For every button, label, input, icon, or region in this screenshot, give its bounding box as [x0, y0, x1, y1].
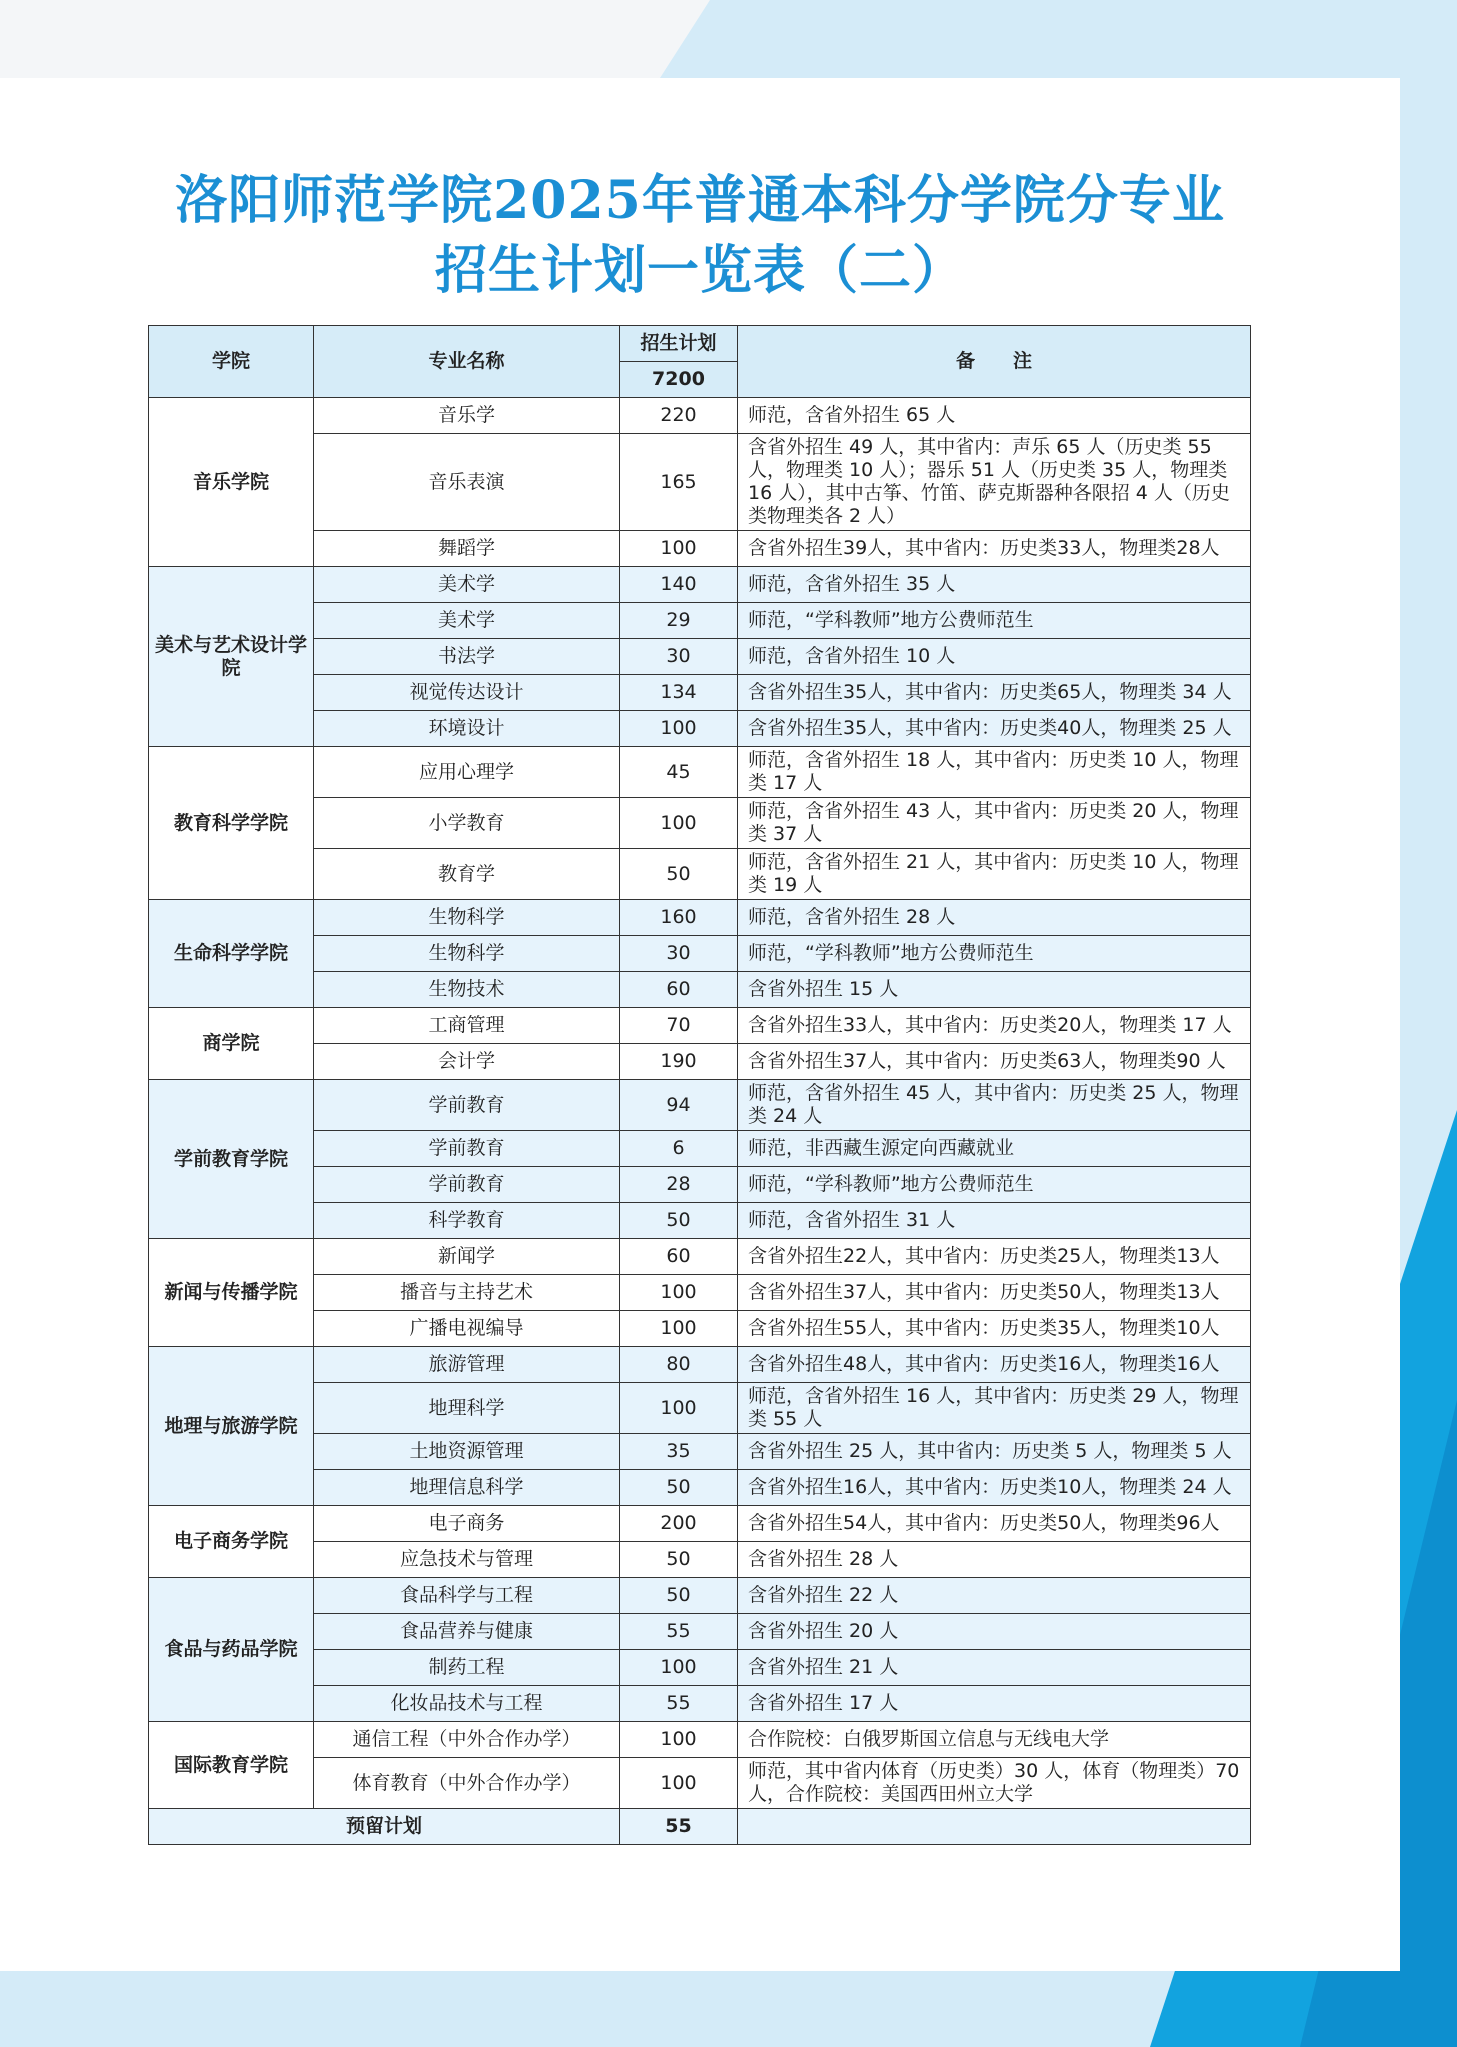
major-cell: 会计学 — [314, 1044, 620, 1080]
major-cell: 地理信息科学 — [314, 1470, 620, 1506]
major-cell: 应用心理学 — [314, 747, 620, 798]
note-cell: 含省外招生22人，其中省内：历史类25人，物理类13人 — [738, 1239, 1251, 1275]
major-cell: 通信工程（中外合作办学） — [314, 1722, 620, 1758]
plan-cell: 60 — [620, 972, 738, 1008]
plan-cell: 100 — [620, 1275, 738, 1311]
plan-cell: 134 — [620, 675, 738, 711]
major-cell: 广播电视编导 — [314, 1311, 620, 1347]
header-major: 专业名称 — [314, 326, 620, 398]
plan-cell: 200 — [620, 1506, 738, 1542]
reserved-note — [738, 1809, 1251, 1845]
college-cell: 商学院 — [149, 1008, 314, 1080]
note-cell: 含省外招生 17 人 — [738, 1686, 1251, 1722]
header-college: 学院 — [149, 326, 314, 398]
plan-cell: 190 — [620, 1044, 738, 1080]
header-total: 7200 — [620, 362, 738, 398]
table-row — [149, 675, 1251, 711]
table-row — [149, 1008, 1251, 1044]
plan-cell: 35 — [620, 1434, 738, 1470]
note-cell: 合作院校：白俄罗斯国立信息与无线电大学 — [738, 1722, 1251, 1758]
table-row — [149, 798, 1251, 849]
major-cell: 化妆品技术与工程 — [314, 1686, 620, 1722]
plan-cell: 100 — [620, 1650, 738, 1686]
plan-cell: 100 — [620, 798, 738, 849]
table-row — [149, 639, 1251, 675]
college-cell: 学前教育学院 — [149, 1080, 314, 1239]
note-cell: 师范，含省外招生 31 人 — [738, 1203, 1251, 1239]
note-cell: 含省外招生35人，其中省内：历史类65人，物理类 34 人 — [738, 675, 1251, 711]
major-cell: 体育教育（中外合作办学） — [314, 1758, 620, 1809]
header-notes: 备 注 — [738, 326, 1251, 398]
table-row — [149, 567, 1251, 603]
table-row — [149, 434, 1251, 531]
plan-cell: 60 — [620, 1239, 738, 1275]
plan-cell: 80 — [620, 1347, 738, 1383]
table-row — [149, 1383, 1251, 1434]
note-cell: 含省外招生55人，其中省内：历史类35人，物理类10人 — [738, 1311, 1251, 1347]
table-row — [149, 1131, 1251, 1167]
major-cell: 电子商务 — [314, 1506, 620, 1542]
plan-cell: 30 — [620, 639, 738, 675]
table-row — [149, 849, 1251, 900]
note-cell: 含省外招生 49 人，其中省内：声乐 65 人（历史类 55 人，物理类 10 人）；器乐 51 人（历史类 35 人，物理类 16 人），其中古筝、竹笛、萨克斯器种各限招 4 人（历史类物理类各 2 人） — [738, 434, 1251, 531]
table-row — [149, 1203, 1251, 1239]
note-cell: 师范，含省外招生 65 人 — [738, 398, 1251, 434]
major-cell: 科学教育 — [314, 1203, 620, 1239]
note-cell: 含省外招生 22 人 — [738, 1578, 1251, 1614]
college-cell: 教育科学学院 — [149, 747, 314, 900]
table-row — [149, 1758, 1251, 1809]
plan-cell: 70 — [620, 1008, 738, 1044]
college-cell: 生命科学学院 — [149, 900, 314, 1008]
major-cell: 新闻学 — [314, 1239, 620, 1275]
major-cell: 学前教育 — [314, 1167, 620, 1203]
table-row — [149, 1578, 1251, 1614]
major-cell: 生物技术 — [314, 972, 620, 1008]
college-cell: 国际教育学院 — [149, 1722, 314, 1809]
note-cell: 师范，含省外招生 18 人，其中省内：历史类 10 人，物理类 17 人 — [738, 747, 1251, 798]
note-cell: 师范，含省外招生 10 人 — [738, 639, 1251, 675]
major-cell: 土地资源管理 — [314, 1434, 620, 1470]
table-row — [149, 1650, 1251, 1686]
plan-cell: 55 — [620, 1686, 738, 1722]
major-cell: 舞蹈学 — [314, 531, 620, 567]
note-cell: 师范，“学科教师”地方公费师范生 — [738, 1167, 1251, 1203]
major-cell: 生物科学 — [314, 900, 620, 936]
note-cell: 含省外招生 15 人 — [738, 972, 1251, 1008]
plan-cell: 100 — [620, 711, 738, 747]
reserved-label: 预留计划 — [149, 1809, 620, 1845]
reserved-plan: 55 — [620, 1809, 738, 1845]
college-cell: 音乐学院 — [149, 398, 314, 567]
page-title-line2: 招生计划一览表（二） — [434, 240, 965, 301]
plan-cell: 50 — [620, 849, 738, 900]
plan-cell: 45 — [620, 747, 738, 798]
note-cell: 含省外招生 20 人 — [738, 1614, 1251, 1650]
table-row — [149, 1239, 1251, 1275]
college-cell: 新闻与传播学院 — [149, 1239, 314, 1347]
plan-cell: 94 — [620, 1080, 738, 1131]
plan-cell: 6 — [620, 1131, 738, 1167]
table-row — [149, 1167, 1251, 1203]
major-cell: 生物科学 — [314, 936, 620, 972]
college-cell: 食品与药品学院 — [149, 1578, 314, 1722]
table-row — [149, 531, 1251, 567]
plan-cell: 55 — [620, 1614, 738, 1650]
note-cell: 含省外招生 25 人，其中省内：历史类 5 人，物理类 5 人 — [738, 1434, 1251, 1470]
plan-cell: 100 — [620, 1758, 738, 1809]
plan-cell: 50 — [620, 1203, 738, 1239]
note-cell: 师范，含省外招生 21 人，其中省内：历史类 10 人，物理类 19 人 — [738, 849, 1251, 900]
plan-cell: 220 — [620, 398, 738, 434]
reserved-row — [149, 1809, 1251, 1845]
plan-cell: 30 — [620, 936, 738, 972]
table-row — [149, 1275, 1251, 1311]
major-cell: 小学教育 — [314, 798, 620, 849]
plan-cell: 100 — [620, 1722, 738, 1758]
plan-cell: 160 — [620, 900, 738, 936]
note-cell: 师范，含省外招生 28 人 — [738, 900, 1251, 936]
table-row — [149, 398, 1251, 434]
table-row — [149, 900, 1251, 936]
table-row — [149, 972, 1251, 1008]
note-cell: 师范，“学科教师”地方公费师范生 — [738, 603, 1251, 639]
table-row — [149, 603, 1251, 639]
note-cell: 师范，含省外招生 45 人，其中省内：历史类 25 人，物理类 24 人 — [738, 1080, 1251, 1131]
table-row — [149, 1080, 1251, 1131]
plan-cell: 140 — [620, 567, 738, 603]
plan-cell: 50 — [620, 1578, 738, 1614]
college-cell: 美术与艺术设计学院 — [149, 567, 314, 747]
table-row — [149, 747, 1251, 798]
header-plan: 招生计划 — [620, 326, 738, 362]
major-cell: 书法学 — [314, 639, 620, 675]
major-cell: 学前教育 — [314, 1131, 620, 1167]
plan-cell: 29 — [620, 603, 738, 639]
major-cell: 工商管理 — [314, 1008, 620, 1044]
note-cell: 含省外招生37人，其中省内：历史类50人，物理类13人 — [738, 1275, 1251, 1311]
note-cell: 师范，含省外招生 43 人，其中省内：历史类 20 人，物理类 37 人 — [738, 798, 1251, 849]
major-cell: 音乐学 — [314, 398, 620, 434]
plan-cell: 50 — [620, 1470, 738, 1506]
table-row — [149, 1722, 1251, 1758]
plan-cell: 100 — [620, 1311, 738, 1347]
note-cell: 含省外招生48人，其中省内：历史类16人，物理类16人 — [738, 1347, 1251, 1383]
note-cell: 含省外招生39人，其中省内：历史类33人，物理类28人 — [738, 531, 1251, 567]
college-cell: 电子商务学院 — [149, 1506, 314, 1578]
major-cell: 播音与主持艺术 — [314, 1275, 620, 1311]
note-cell: 含省外招生 28 人 — [738, 1542, 1251, 1578]
major-cell: 视觉传达设计 — [314, 675, 620, 711]
major-cell: 音乐表演 — [314, 434, 620, 531]
plan-cell: 165 — [620, 434, 738, 531]
note-cell: 含省外招生 21 人 — [738, 1650, 1251, 1686]
major-cell: 美术学 — [314, 567, 620, 603]
note-cell: 师范，其中省内体育（历史类）30 人，体育（物理类）70 人，合作院校：美国西田州立大学 — [738, 1758, 1251, 1809]
major-cell: 环境设计 — [314, 711, 620, 747]
table-row — [149, 711, 1251, 747]
major-cell: 制药工程 — [314, 1650, 620, 1686]
table-row — [149, 1506, 1251, 1542]
major-cell: 教育学 — [314, 849, 620, 900]
table-row — [149, 1542, 1251, 1578]
enrollment-plan-table — [148, 325, 1251, 1845]
major-cell: 美术学 — [314, 603, 620, 639]
major-cell: 应急技术与管理 — [314, 1542, 620, 1578]
note-cell: 师范，含省外招生 16 人，其中省内：历史类 29 人，物理类 55 人 — [738, 1383, 1251, 1434]
note-cell: 含省外招生37人，其中省内：历史类63人，物理类90 人 — [738, 1044, 1251, 1080]
plan-cell: 28 — [620, 1167, 738, 1203]
page-title-line1: 洛阳师范学院2025年普通本科分学院分专业 — [175, 170, 1225, 231]
table-row — [149, 936, 1251, 972]
plan-cell: 100 — [620, 1383, 738, 1434]
major-cell: 地理科学 — [314, 1383, 620, 1434]
plan-cell: 50 — [620, 1542, 738, 1578]
note-cell: 含省外招生33人，其中省内：历史类20人，物理类 17 人 — [738, 1008, 1251, 1044]
note-cell: 含省外招生35人，其中省内：历史类40人，物理类 25 人 — [738, 711, 1251, 747]
note-cell: 师范，非西藏生源定向西藏就业 — [738, 1131, 1251, 1167]
table-row — [149, 1044, 1251, 1080]
major-cell: 学前教育 — [314, 1080, 620, 1131]
note-cell: 师范，“学科教师”地方公费师范生 — [738, 936, 1251, 972]
major-cell: 食品科学与工程 — [314, 1578, 620, 1614]
note-cell: 含省外招生54人，其中省内：历史类50人，物理类96人 — [738, 1506, 1251, 1542]
major-cell: 食品营养与健康 — [314, 1614, 620, 1650]
note-cell: 含省外招生16人，其中省内：历史类10人，物理类 24 人 — [738, 1470, 1251, 1506]
table-row — [149, 1614, 1251, 1650]
table-row — [149, 1347, 1251, 1383]
college-cell: 地理与旅游学院 — [149, 1347, 314, 1506]
note-cell: 师范，含省外招生 35 人 — [738, 567, 1251, 603]
table-row — [149, 1470, 1251, 1506]
major-cell: 旅游管理 — [314, 1347, 620, 1383]
table-row — [149, 1686, 1251, 1722]
table-row — [149, 1311, 1251, 1347]
table-row — [149, 1434, 1251, 1470]
plan-cell: 100 — [620, 531, 738, 567]
